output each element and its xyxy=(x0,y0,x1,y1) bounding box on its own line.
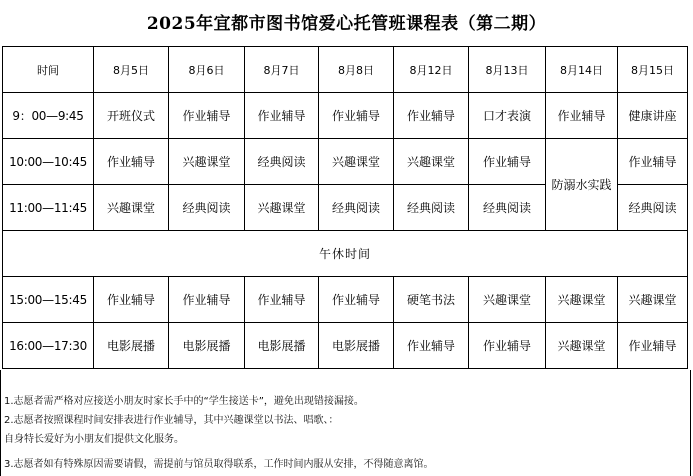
header-date: 8月7日 xyxy=(245,47,319,93)
course-cell: 经典阅读 xyxy=(618,185,688,231)
schedule-table xyxy=(2,46,688,369)
course-cell: 作业辅导 xyxy=(169,93,245,139)
course-cell: 电影展播 xyxy=(94,323,169,369)
course-cell: 作业辅导 xyxy=(546,93,618,139)
course-cell: 经典阅读 xyxy=(319,185,394,231)
course-cell: 口才表演 xyxy=(469,93,546,139)
course-cell: 经典阅读 xyxy=(245,139,319,185)
course-cell: 作业辅导 xyxy=(394,323,469,369)
noon-break-label: 午休时间 xyxy=(3,231,688,277)
header-date: 8月15日 xyxy=(618,47,688,93)
time-slot: 10:00—10:45 xyxy=(3,139,94,185)
time-slot: 15:00—15:45 xyxy=(3,277,94,323)
course-cell: 电影展播 xyxy=(319,323,394,369)
time-slot: 9：00—9:45 xyxy=(3,93,94,139)
course-cell: 作业辅导 xyxy=(618,323,688,369)
course-cell: 作业辅导 xyxy=(394,93,469,139)
header-date: 8月8日 xyxy=(319,47,394,93)
table-row xyxy=(3,139,688,185)
note-item: 3.志愿者如有特殊原因需要请假，需提前与馆员取得联系，工作时间内服从安排，不得随意离馆。 xyxy=(4,459,434,470)
notes-section xyxy=(4,392,690,474)
header-date: 8月6日 xyxy=(169,47,245,93)
course-cell: 兴趣课堂 xyxy=(618,277,688,323)
time-slot: 11:00—11:45 xyxy=(3,185,94,231)
note-item-continuation: 自身特长爱好为小朋友们提供文化服务。 xyxy=(4,434,184,445)
course-cell: 兴趣课堂 xyxy=(94,185,169,231)
page-title: 2025年宜都市图书馆爱心托管班课程表（第二期） xyxy=(146,14,547,34)
course-cell-merged: 防溺水实践 xyxy=(546,139,618,231)
note-item: 2.志愿者按照课程时间安排表进行作业辅导，其中兴趣课堂以书法、唱歌、： xyxy=(4,415,339,426)
course-cell: 电影展播 xyxy=(169,323,245,369)
course-cell: 作业辅导 xyxy=(245,277,319,323)
course-cell: 作业辅导 xyxy=(94,277,169,323)
header-date: 8月14日 xyxy=(546,47,618,93)
header-row xyxy=(3,47,688,93)
course-cell: 健康讲座 xyxy=(618,93,688,139)
time-slot: 16:00—17:30 xyxy=(3,323,94,369)
course-cell: 经典阅读 xyxy=(169,185,245,231)
note-item: 1.志愿者需严格对应接送小朋友时家长手中的“学生接送卡”，避免出现错接漏接。 xyxy=(4,396,364,407)
course-cell: 兴趣课堂 xyxy=(546,277,618,323)
course-cell: 作业辅导 xyxy=(169,277,245,323)
course-cell: 作业辅导 xyxy=(469,323,546,369)
header-date: 8月12日 xyxy=(394,47,469,93)
course-cell: 电影展播 xyxy=(245,323,319,369)
course-cell: 兴趣课堂 xyxy=(469,277,546,323)
course-cell: 兴趣课堂 xyxy=(245,185,319,231)
table-row xyxy=(3,93,688,139)
header-date: 8月5日 xyxy=(94,47,169,93)
course-cell: 兴趣课堂 xyxy=(169,139,245,185)
notes-border-left xyxy=(0,370,1,476)
course-cell: 作业辅导 xyxy=(319,93,394,139)
course-cell: 经典阅读 xyxy=(394,185,469,231)
noon-row xyxy=(3,231,688,277)
notes-border-right xyxy=(690,370,691,476)
header-time-label: 时间 xyxy=(3,47,94,93)
course-cell: 兴趣课堂 xyxy=(319,139,394,185)
course-cell: 经典阅读 xyxy=(469,185,546,231)
course-cell: 开班仪式 xyxy=(94,93,169,139)
course-cell: 作业辅导 xyxy=(94,139,169,185)
course-cell: 作业辅导 xyxy=(469,139,546,185)
course-cell: 作业辅导 xyxy=(618,139,688,185)
course-cell: 作业辅导 xyxy=(319,277,394,323)
course-cell: 硬笔书法 xyxy=(394,277,469,323)
table-row xyxy=(3,323,688,369)
header-date: 8月13日 xyxy=(469,47,546,93)
course-cell: 作业辅导 xyxy=(245,93,319,139)
course-cell: 兴趣课堂 xyxy=(394,139,469,185)
table-row xyxy=(3,277,688,323)
course-cell: 兴趣课堂 xyxy=(546,323,618,369)
